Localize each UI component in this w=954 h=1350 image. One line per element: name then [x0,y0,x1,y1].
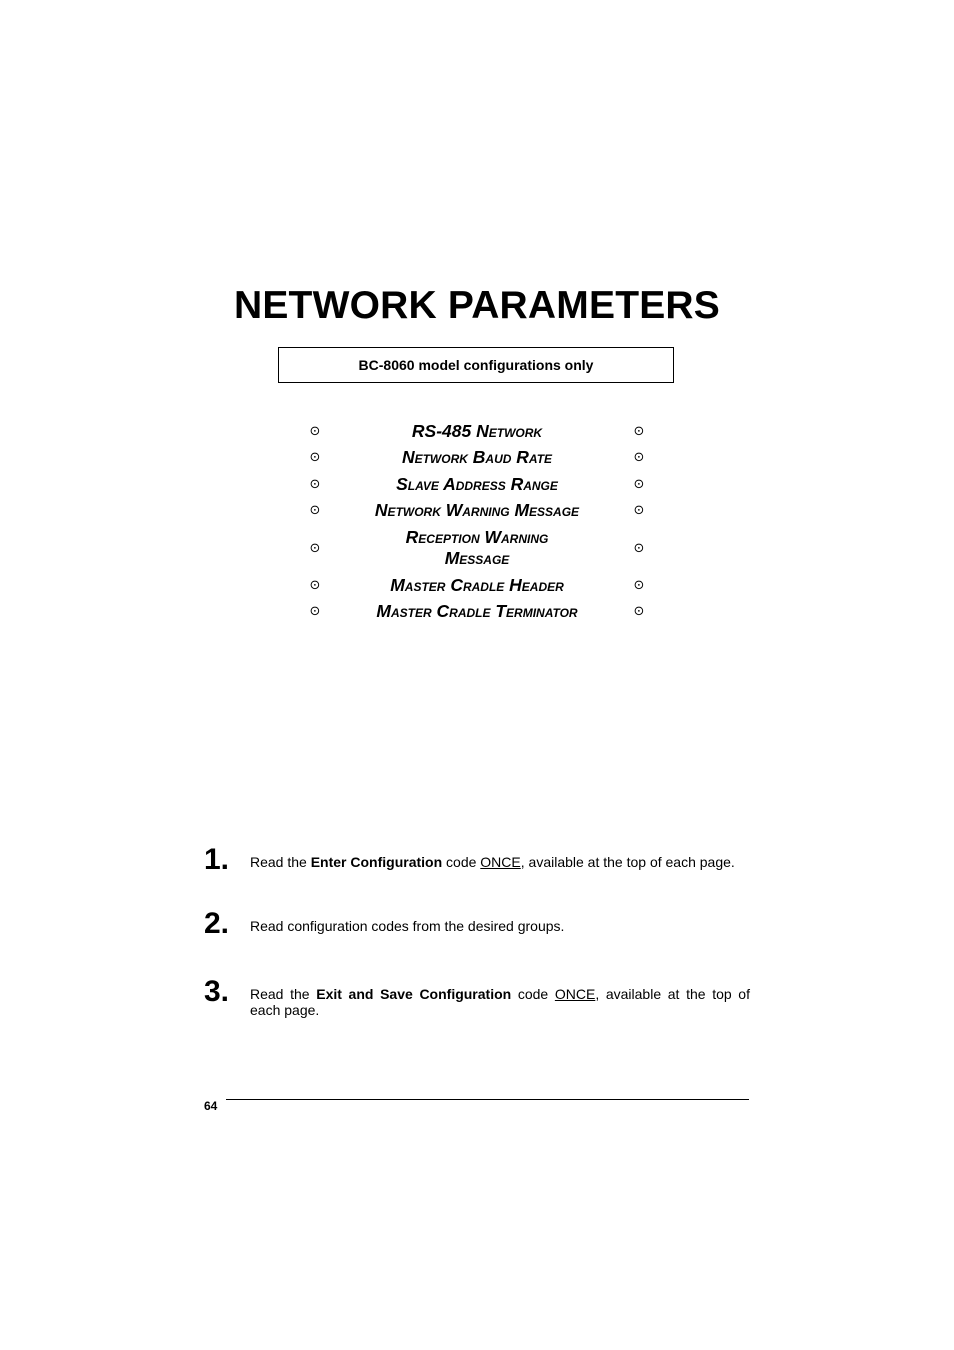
toc-item-label: Network Warning Message [374,500,580,521]
page-number: 64 [204,1099,218,1113]
toc-item-label: Master Cradle Terminator [376,601,578,622]
bullet-icon: ⊙ [633,577,645,593]
bullet-icon: ⊙ [309,540,321,556]
step-number: 1. [204,843,230,876]
step-2 [204,909,750,939]
step-1 [204,845,750,875]
step-number: 2. [204,907,230,940]
toc-item-label: Network Baud Rate [401,447,553,468]
toc-item[interactable] [300,498,654,525]
bullet-icon: ⊙ [309,423,321,439]
model-note-box [278,347,674,383]
toc-list [300,418,654,625]
toc-item[interactable] [300,599,654,626]
step-number: 3. [204,975,230,1008]
toc-item[interactable] [300,471,654,498]
bullet-icon: ⊙ [309,476,321,492]
bullet-icon: ⊙ [309,450,321,466]
step-text: Read configuration codes from the desired groups. [250,918,565,934]
step-3 [204,977,750,1018]
footer-rule [226,1099,749,1100]
bullet-icon: ⊙ [633,476,645,492]
page-title: NETWORK PARAMETERS [233,284,721,327]
toc-item[interactable] [300,524,654,572]
step-text: Read the Enter Configuration code ONCE, available at the top of each page. [250,854,735,870]
toc-item[interactable] [300,418,654,445]
bullet-icon: ⊙ [633,604,645,620]
bullet-icon: ⊙ [633,503,645,519]
step-text: Read the Exit and Save Configuration code ONCE, available at the top of each page. [250,986,750,1018]
toc-item-label: Master Cradle Header [390,574,564,595]
toc-item-label: Reception Warning Message [405,527,549,568]
bullet-icon: ⊙ [309,577,321,593]
bullet-icon: ⊙ [309,503,321,519]
toc-item[interactable] [300,445,654,472]
bullet-icon: ⊙ [633,450,645,466]
toc-item-label: RS-485 Network [411,420,543,441]
bullet-icon: ⊙ [633,540,645,556]
toc-item[interactable] [300,572,654,599]
model-note: BC-8060 model configurations only [358,357,594,373]
bullet-icon: ⊙ [309,604,321,620]
toc-item-label: Slave Address Range [396,473,558,494]
bullet-icon: ⊙ [633,423,645,439]
